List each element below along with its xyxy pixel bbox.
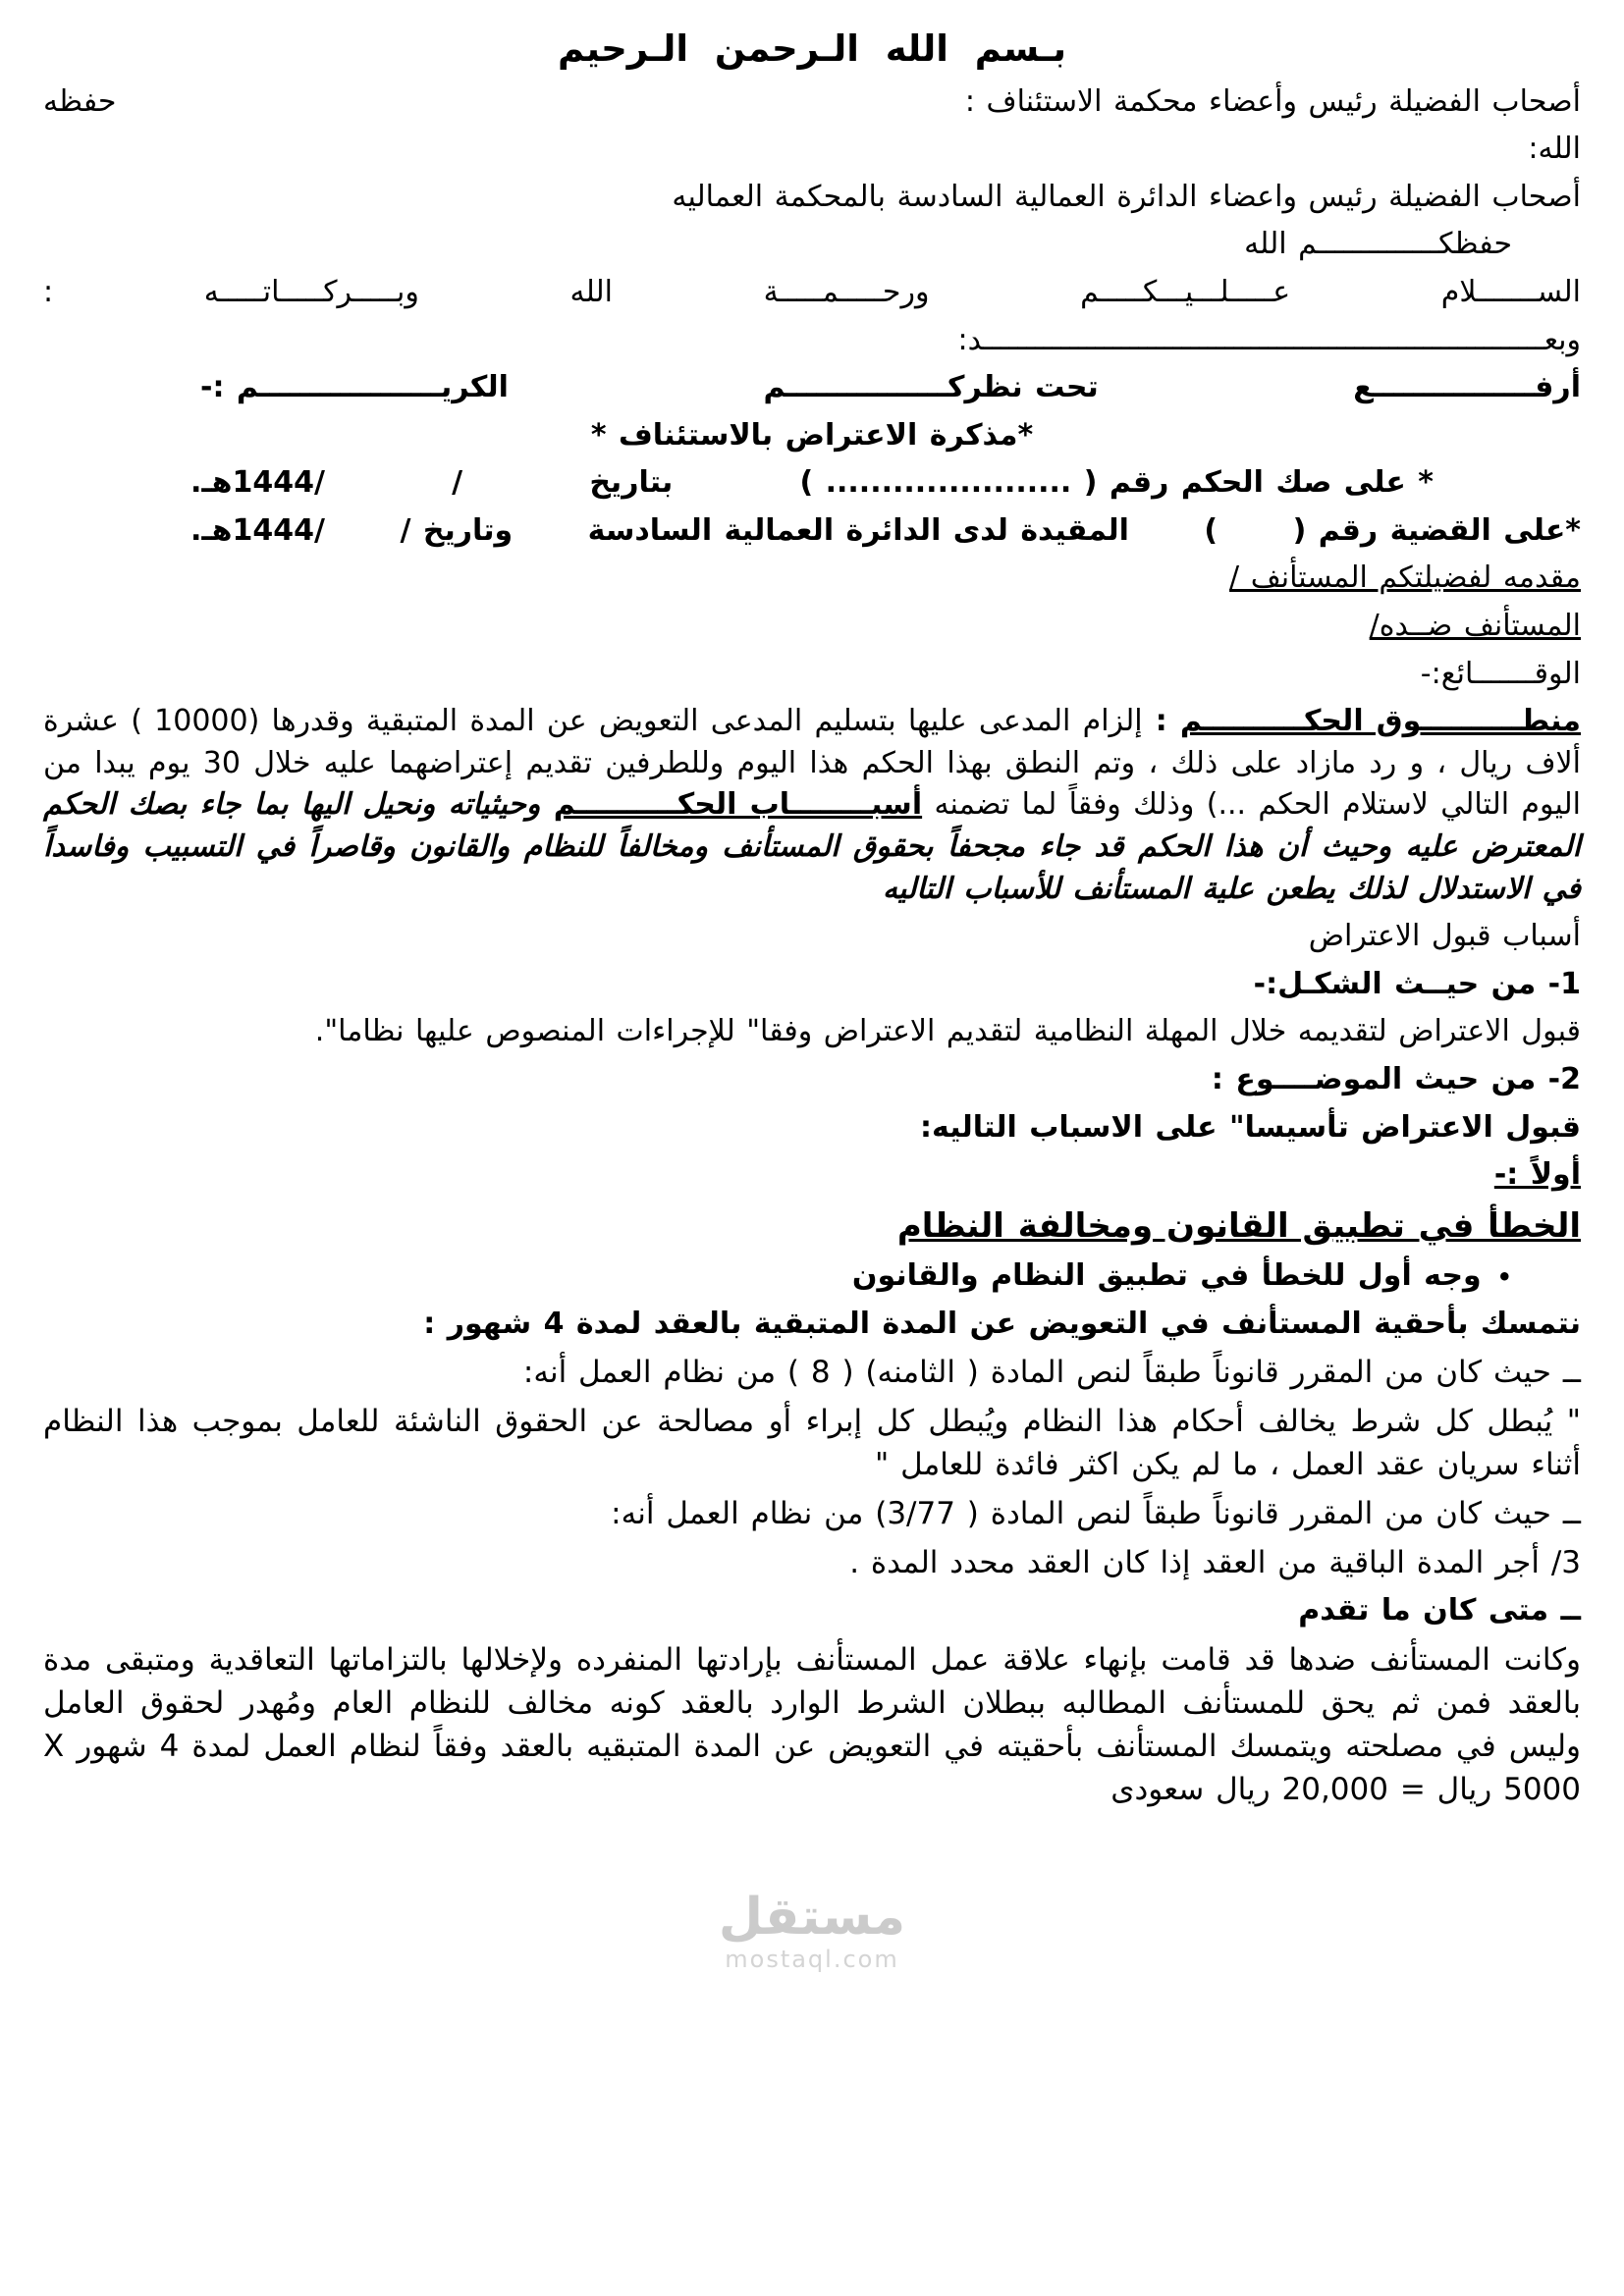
doc-line-part: بتاريخ [589, 465, 674, 501]
first-error-bullet [43, 1255, 1581, 1298]
doc-line-part: تحت نظركــــــــــــــــم [763, 370, 1099, 405]
doc-line-text: أصحاب الفضيلة رئيس واعضاء الدائرة العمالية السادسة بالمحكمة العماليه [672, 179, 1581, 214]
doc-span: منطــــــــــوق الحكــــــــــم [1179, 704, 1581, 739]
conclusion-paragraph [43, 1638, 1581, 1811]
firstly-heading [43, 1154, 1581, 1197]
doc-line-part: وتاريخ / [400, 512, 514, 548]
judgment-operative-paragraph [43, 701, 1581, 910]
subject-section-body [43, 1107, 1581, 1149]
whereas-heading [43, 1590, 1581, 1632]
submitted-by-appellant-line [43, 558, 1581, 600]
article-8-text-paragraph [43, 1400, 1581, 1486]
doc-line-text: قبول الاعتراض لتقديمه خلال المهلة النظامية لتقديم الاعتراض وفقا" للإجراءات المنصوص عليها نظاما". [314, 1014, 1581, 1049]
form-section-heading [43, 964, 1581, 1006]
doc-line-part: /1444هـ. [190, 512, 325, 548]
bismillah-line [43, 24, 1581, 76]
doc-line-text: *مذكرة الاعتراض بالاستئناف * [590, 417, 1034, 453]
doc-line-part: ) [1204, 512, 1218, 548]
addressee-labor-court-line [43, 177, 1581, 219]
doc-line-text: أولاً :- [1493, 1157, 1581, 1193]
article-77-intro-line [43, 1492, 1581, 1535]
doc-line-text: ــ متى كان ما تقدم [1298, 1593, 1581, 1629]
doc-line-text: الخطأ في تطبيق القانون ومخالفة النظام [896, 1205, 1581, 1246]
doc-span: أسبــــــــاب الحكــــــــــم [553, 787, 923, 823]
doc-line-text: 2- من حيث الموضــــوع : [1211, 1062, 1581, 1096]
legal-error-heading [43, 1202, 1581, 1250]
doc-span: إلزام المدعى عليها بتسليم المدعى التعويض عن المدة المتبقية وقدرها (10000 ) عشرة ألاف ريال ، و رد مازاد على ذلك ، وتم النطق بهذا الحكم هذا اليوم وللطرفين تقديم إعتراضهما عليه خلال 30 يوم يبدا من اليوم التالي لاستلام الحكم ...) وذلك وفقاً لما تضمنه [43, 704, 1582, 823]
watermark-site-text: mostaql.com [725, 1946, 899, 1974]
doc-line-text: الله: [1528, 132, 1581, 167]
doc-line-part: الســـــــلام [1440, 274, 1581, 309]
doc-line-text: ــ حيث كان من المقرر قانوناً طبقاً لنص المادة ( 3/77) من نظام العمل أنه: [611, 1496, 1581, 1532]
doc-line-text: أسباب قبول الاعتراض [1308, 919, 1581, 954]
judgment-deed-line [43, 462, 1581, 505]
doc-line-text: وكانت المستأنف ضدها قد قامت بإنهاء علاقة عمل المستأنف بإرادتها المنفرده ولإخلالها بالتزاماتها التعاقدية ومتبقى مدة بالعقد فمن ثم يحق للمستأنف المطالبه ببطلان الشرط الوارد بالعقد كونه مخالف للنظام العام ومُهدر لحقوق العامل وليس في مصلحته ويتمسك المستأنف بأحقيته في التعويض عن المدة المتبقيه بالعقد وفقاً لنظام العمل لمدة 4 شهور X 5000 ريال = 20,000 ريال سعودى [43, 1641, 1581, 1807]
doc-line-text: وجه أول للخطأ في تطبيق النظام والقانون [851, 1258, 1482, 1294]
submission-line [43, 367, 1581, 409]
doc-line-text: الوقـــــــائع:- [1420, 656, 1581, 691]
doc-line-part: * على صك الحكم رقم ( ...................... ) [799, 465, 1434, 501]
memo-title [43, 415, 1581, 457]
doc-line-part: عـــــلـــيـــكـــــم [1080, 274, 1291, 309]
facts-heading [43, 654, 1581, 696]
doc-line-part: وبـــــركـــــاتـــــه [203, 274, 419, 309]
doc-span: وحيثياته ونحيل اليها بما جاء بصك الحكم المعترض عليه وحيث أن هذا الحكم قد جاء مجحفاً بحقوق المستأنف ومخالفاً للنظام والقانون وقاصراً في التسبيب وفاسداً في الاستدلال لذلك يطعن علية المستأنف للأسباب التاليه [43, 787, 1581, 906]
doc-line-part: الله [569, 274, 613, 309]
salam-line [43, 272, 1581, 314]
doc-line-text: 1- من حيــث الشكـل:- [1253, 966, 1581, 1001]
doc-span: : [1142, 704, 1180, 739]
doc-line-part: : [43, 274, 54, 309]
addressee-wrap-line [43, 129, 1581, 171]
doc-line-part: أصحاب الفضيلة رئيس وأعضاء محكمة الاستئناف : [964, 83, 1581, 119]
addressee-appeal-court-line [43, 81, 1581, 124]
doc-line-part: *على القضية رقم ( [1292, 512, 1581, 548]
doc-line-text: " يُبطل كل شرط يخالف أحكام هذا النظام ويُبطل كل إبراء أو مصالحة عن الحقوق الناشئة للعامل بموجب هذا النظام أثناء سريان عقد العمل ، ما لم يكن اكثر فائدة للعامل " [43, 1404, 1581, 1483]
doc-line-text: ــ حيث كان من المقرر قانوناً طبقاً لنص المادة ( الثامنه) ( 8 ) من نظام العمل أنه: [522, 1355, 1581, 1391]
doc-line-text: 3/ أجر المدة الباقية من العقد إذا كان العقد محدد المدة . [849, 1545, 1581, 1581]
doc-line-text: المستأنف ضــده/ [1369, 609, 1581, 644]
objection-acceptance-heading [43, 916, 1581, 958]
doc-line-text: نتمسك بأحقية المستأنف في التعويض عن المدة المتبقية بالعقد لمدة 4 شهور : [423, 1306, 1581, 1341]
subject-section-heading [43, 1059, 1581, 1101]
doc-line-text: بـسم الله الـرحمن الـرحيم [558, 27, 1066, 70]
doc-line-text: حفظكــــــــــــــم الله [1244, 227, 1512, 262]
appellee-line [43, 606, 1581, 648]
doc-line-part: / [452, 465, 463, 501]
doc-line-part: ورحـــــمـــــة [763, 274, 930, 309]
article-8-intro-line [43, 1351, 1581, 1394]
watermark-logo: مستقل [718, 1887, 906, 1947]
doc-line-text: قبول الاعتراض تأسيسا" على الاسباب التاليه: [920, 1109, 1581, 1145]
entitlement-claim-line [43, 1304, 1581, 1346]
after-salam-line [43, 320, 1581, 362]
doc-line-part: حفظه [43, 83, 117, 119]
doc-line-part: أرفــــــــــــــــع [1353, 370, 1581, 405]
doc-line-part: /1444هـ. [190, 465, 325, 501]
document-body [43, 24, 1581, 1811]
bullet-icon: • [1496, 1262, 1512, 1291]
article-77-text-line [43, 1541, 1581, 1584]
form-section-body [43, 1011, 1581, 1053]
salutation-protect-line [43, 224, 1581, 266]
watermark [43, 1887, 1581, 1974]
doc-line-text: وبعـــــــــــــــــــــــــــــــــــــــــــــــــــــــــــــــــد: [957, 322, 1581, 357]
case-number-line [43, 510, 1581, 553]
doc-line-part: الكريــــــــــــــــــم :- [200, 370, 509, 405]
doc-line-part: المقيدة لدى الدائرة العمالية السادسة [587, 512, 1129, 548]
doc-line-text: مقدمه لفضيلتكم المستأنف / [1229, 561, 1581, 596]
